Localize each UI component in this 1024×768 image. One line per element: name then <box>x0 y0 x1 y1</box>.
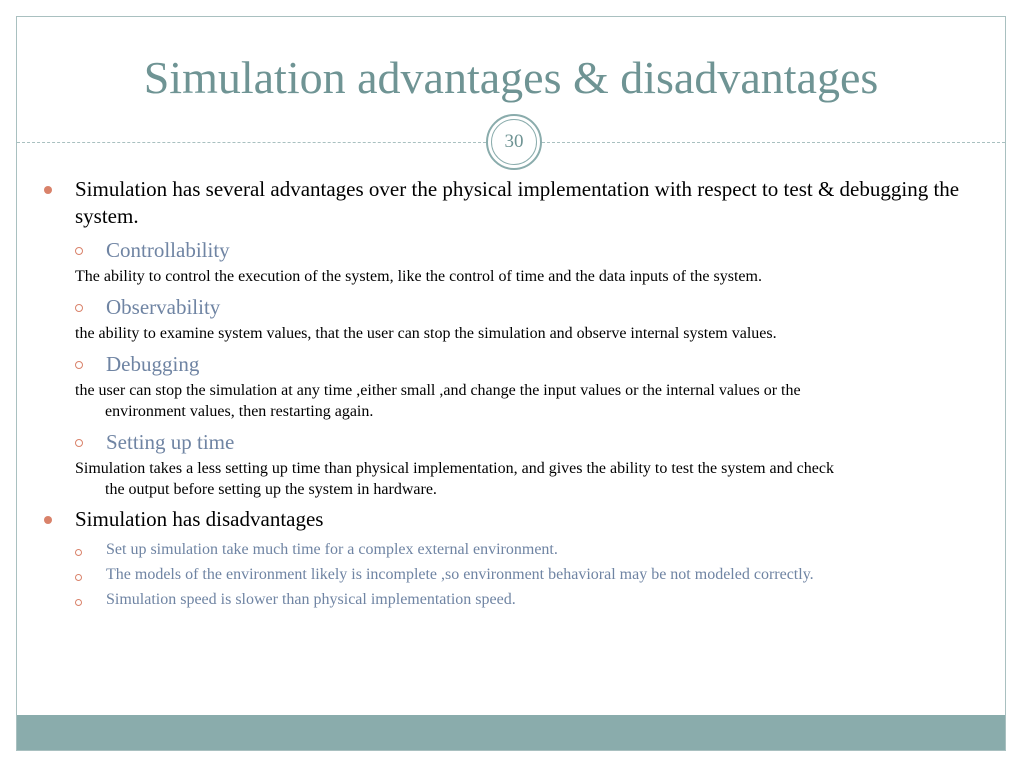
description-text: the ability to examine system values, that the user can stop the simulation and observe internal system values. <box>75 325 777 342</box>
disadvantage-text: Simulation speed is slower than physical implementation speed. <box>106 591 516 608</box>
bullet-dot-icon <box>44 516 52 524</box>
description-text: Simulation takes a less setting up time than physical implementation, and gives the ability to test the system and check <box>75 460 834 477</box>
disadvantage-text: Set up simulation take much time for a complex external environment. <box>106 541 558 558</box>
page-number: 30 <box>491 119 537 165</box>
hollow-circle-icon <box>75 247 83 255</box>
description-controllability <box>40 266 970 287</box>
disadvantage-item <box>40 589 970 611</box>
disadvantage-item <box>40 539 970 561</box>
subheading-label: Controllability <box>106 238 230 262</box>
hollow-circle-icon <box>75 439 83 447</box>
title-divider-right <box>542 142 1005 143</box>
subheading-debugging <box>40 350 970 378</box>
hollow-circle-icon <box>75 549 82 556</box>
hollow-circle-icon <box>75 304 83 312</box>
description-text: the user can stop the simulation at any time ,either small ,and change the input values or the internal values or the <box>75 382 801 399</box>
page-number-badge <box>486 114 542 170</box>
hollow-circle-icon <box>75 574 82 581</box>
disadvantage-text: The models of the environment likely is incomplete ,so environment behavioral may be not modeled correctly. <box>106 566 814 583</box>
title-divider-left <box>17 142 486 143</box>
bullet-disadvantages <box>40 506 970 533</box>
slide-content <box>40 176 970 614</box>
description-text: The ability to control the execution of the system, like the control of time and the data inputs of the system. <box>75 268 762 285</box>
subheading-label: Debugging <box>106 352 200 376</box>
description-observability <box>40 323 970 344</box>
bullet-dot-icon <box>44 186 52 194</box>
footer-bar <box>17 715 1005 750</box>
subheading-label: Setting up time <box>106 430 235 454</box>
advantages-intro: Simulation has several advantages over the physical implementation with respect to test & debugging the system. <box>75 177 960 228</box>
hollow-circle-icon <box>75 361 83 369</box>
description-text-continued: environment values, then restarting again. <box>105 403 374 420</box>
description-debugging <box>40 380 970 422</box>
subheading-setting-up-time <box>40 428 970 456</box>
disadvantages-intro: Simulation has disadvantages <box>75 507 324 531</box>
subheading-controllability <box>40 236 970 264</box>
bullet-advantages <box>40 176 970 230</box>
hollow-circle-icon <box>75 599 82 606</box>
subheading-observability <box>40 293 970 321</box>
description-text-continued: the output before setting up the system in hardware. <box>105 481 437 498</box>
slide-title: Simulation advantages & disadvantages <box>143 52 879 103</box>
subheading-label: Observability <box>106 295 221 319</box>
disadvantage-item <box>40 564 970 586</box>
description-setting-up-time <box>40 458 970 500</box>
